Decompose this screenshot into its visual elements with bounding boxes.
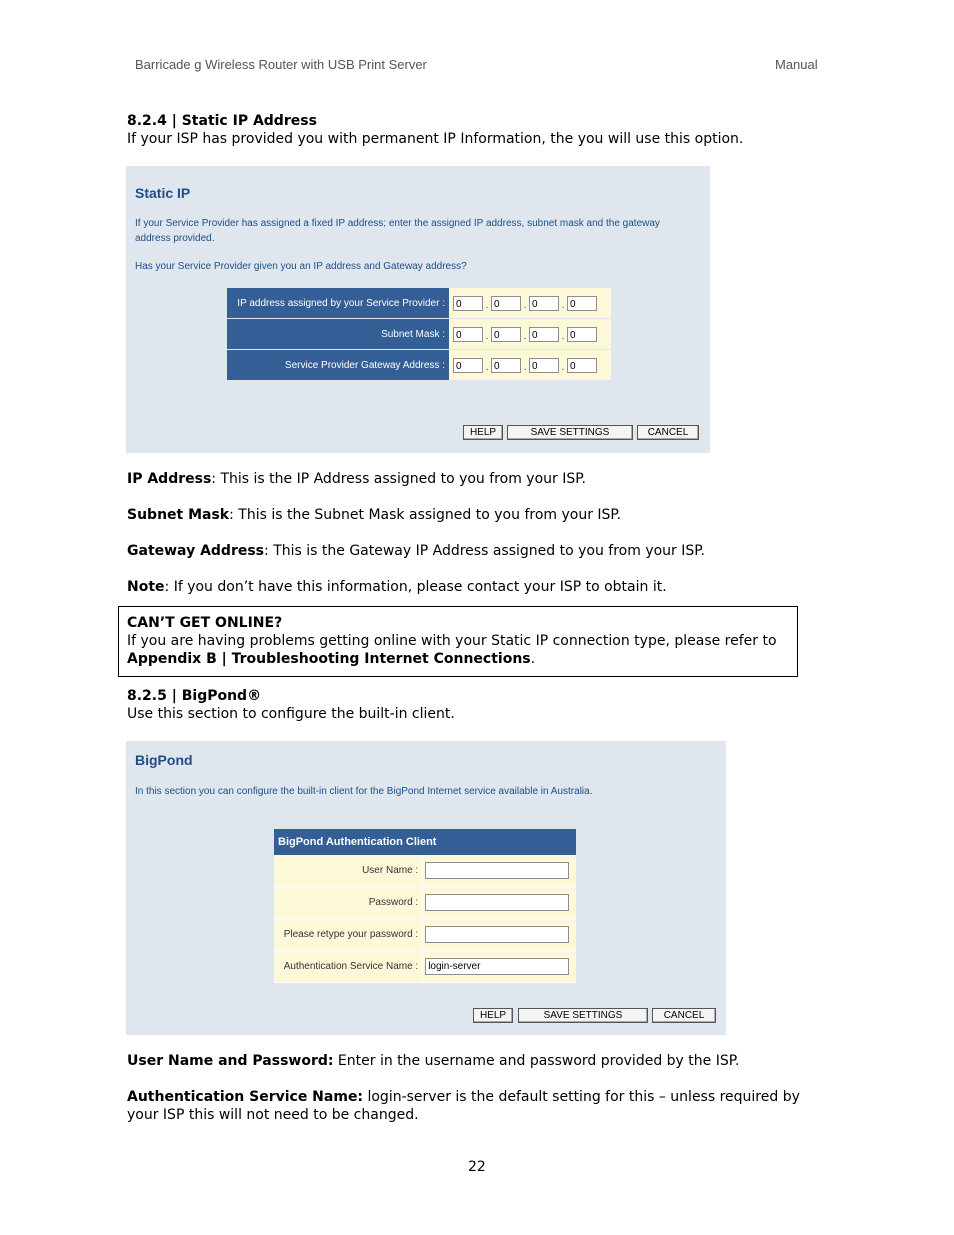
definition-subnet-mask <box>127 506 621 524</box>
auth-service-name-input[interactable]: login-server <box>425 958 569 975</box>
section-heading-static-ip: 8.2.4 | Static IP Address <box>127 113 317 129</box>
section-heading-bigpond: 8.2.5 | BigPond® <box>127 688 262 704</box>
cant-get-online-callout <box>118 606 798 677</box>
static-ip-panel-question: Has your Service Provider given you an IP address and Gateway address? <box>135 261 467 272</box>
definition-ip-address <box>127 470 586 488</box>
callout-title: CAN’T GET ONLINE? <box>127 615 283 631</box>
auth-service-name-label: Authentication Service Name : <box>274 951 423 983</box>
bigpond-panel-desc: In this section you can configure the built-in client for the BigPond Internet service available in Australia. <box>135 786 593 797</box>
bigpond-panel <box>126 741 726 1035</box>
ip-address-row <box>227 288 611 319</box>
ip-address-octet-3[interactable]: 0 <box>529 296 559 311</box>
octet-separator: . <box>561 361 565 373</box>
static-save-settings-button[interactable]: SAVE SETTINGS <box>507 425 633 440</box>
definition-term: IP Address <box>127 471 212 487</box>
subnet-mask-octet-2[interactable]: 0 <box>491 327 521 342</box>
subnet-mask-row <box>227 319 611 350</box>
octet-separator: . <box>561 299 565 311</box>
section-intro-bigpond: Use this section to configure the built-in client. <box>127 706 455 722</box>
password-input[interactable] <box>425 894 569 911</box>
definition-text: : This is the IP Address assigned to you from your ISP. <box>211 471 586 487</box>
gateway-address-fields <box>449 350 611 381</box>
auth-service-name-row <box>274 951 576 983</box>
user-name-label: User Name : <box>274 855 423 887</box>
octet-separator: . <box>523 361 527 373</box>
octet-separator: . <box>523 330 527 342</box>
callout-body: If you are having problems getting online with your Static IP connection type, please refer to <box>127 633 777 649</box>
bigpond-auth-table-title: BigPond Authentication Client <box>274 829 576 855</box>
definition-term: Subnet Mask <box>127 507 230 523</box>
definition-text: : This is the Subnet Mask assigned to you from your ISP. <box>229 507 622 523</box>
callout-text <box>127 632 793 668</box>
octet-separator: . <box>485 299 489 311</box>
bigpond-cancel-button[interactable]: CANCEL <box>652 1008 716 1023</box>
octet-separator: . <box>561 330 565 342</box>
definition-term: Authentication Service Name: <box>127 1089 364 1105</box>
definition-gateway-address <box>127 542 705 560</box>
definition-text: : If you don’t have this information, please contact your ISP to obtain it. <box>164 579 667 595</box>
subnet-mask-fields <box>449 319 611 350</box>
page-number: 22 <box>468 1159 486 1175</box>
bigpond-save-settings-button[interactable]: SAVE SETTINGS <box>518 1008 648 1023</box>
definition-auth-service-name <box>127 1088 827 1124</box>
subnet-mask-octet-1[interactable]: 0 <box>453 327 483 342</box>
user-name-row <box>274 855 576 887</box>
subnet-mask-octet-3[interactable]: 0 <box>529 327 559 342</box>
static-cancel-button[interactable]: CANCEL <box>637 425 699 440</box>
bigpond-help-button[interactable]: HELP <box>473 1008 513 1023</box>
definition-note <box>127 578 667 596</box>
definition-text: Enter in the username and password provided by the ISP. <box>333 1053 740 1069</box>
subnet-mask-label: Subnet Mask : <box>227 319 449 350</box>
ip-address-fields <box>449 288 611 319</box>
retype-password-input[interactable] <box>425 926 569 943</box>
password-label: Password : <box>274 887 423 919</box>
gateway-address-label: Service Provider Gateway Address : <box>227 350 449 381</box>
static-ip-panel-desc: If your Service Provider has assigned a fixed IP address; enter the assigned IP address, subnet mask and the gateway address provided. <box>135 218 660 244</box>
octet-separator: . <box>485 361 489 373</box>
bigpond-auth-table <box>274 829 576 983</box>
retype-password-label: Please retype your password : <box>274 919 423 951</box>
definition-term: Note <box>127 579 165 595</box>
static-ip-panel-title: Static IP <box>135 185 191 201</box>
gateway-address-octet-2[interactable]: 0 <box>491 358 521 373</box>
retype-password-row <box>274 919 576 951</box>
gateway-address-row <box>227 350 611 381</box>
definition-term: User Name and Password: <box>127 1053 334 1069</box>
section-intro-static-ip: If your ISP has provided you with permanent IP Information, the you will use this option. <box>127 131 744 147</box>
callout-appendix-reference: Appendix B | Troubleshooting Internet Connections <box>127 651 531 667</box>
definition-term: Gateway Address <box>127 543 265 559</box>
definition-text: login-server is the default setting for this – unless required by your ISP this will not need to be changed. <box>127 1089 800 1123</box>
doc-header-manual: Manual <box>775 57 818 72</box>
ip-address-octet-4[interactable]: 0 <box>567 296 597 311</box>
octet-separator: . <box>485 330 489 342</box>
ip-address-label: IP address assigned by your Service Provider : <box>227 288 449 319</box>
doc-header-title: Barricade g Wireless Router with USB Print Server <box>135 57 427 72</box>
static-ip-table <box>227 288 611 381</box>
subnet-mask-octet-4[interactable]: 0 <box>567 327 597 342</box>
ip-address-octet-1[interactable]: 0 <box>453 296 483 311</box>
definition-text: : This is the Gateway IP Address assigned to you from your ISP. <box>264 543 705 559</box>
octet-separator: . <box>523 299 527 311</box>
static-ip-panel <box>126 166 710 453</box>
gateway-address-octet-1[interactable]: 0 <box>453 358 483 373</box>
gateway-address-octet-3[interactable]: 0 <box>529 358 559 373</box>
static-help-button[interactable]: HELP <box>463 425 503 440</box>
password-row <box>274 887 576 919</box>
callout-end: . <box>530 651 536 667</box>
gateway-address-octet-4[interactable]: 0 <box>567 358 597 373</box>
ip-address-octet-2[interactable]: 0 <box>491 296 521 311</box>
user-name-input[interactable] <box>425 862 569 879</box>
bigpond-panel-title: BigPond <box>135 752 193 768</box>
definition-user-name-password <box>127 1052 827 1070</box>
